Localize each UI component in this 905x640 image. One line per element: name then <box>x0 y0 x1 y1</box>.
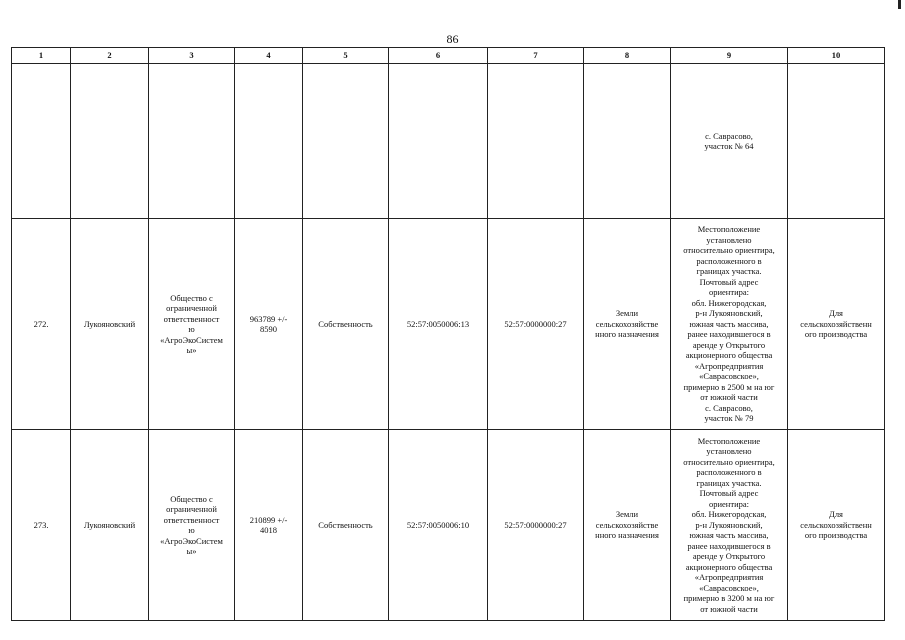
cell-owner: Общество с ограниченной ответственност ю «АгроЭкоСистем ы» <box>149 219 235 430</box>
cell-permitted-use: Для сельскохозяйственн ого производства <box>788 219 885 430</box>
cell-empty <box>303 64 389 219</box>
cell-location: Местоположение установлено относительно ориентира, расположенного в границах участка. Почтовый адрес ориентира: обл. Нижегородская, р-н Лукояновский, южная часть массива, ранее находившегося в аренде у Открытого акционерного общества «Агропредприятия «Саврасовское», примерно в 2500 м на юг от южной части с. Саврасово, участок № 79 <box>671 219 788 430</box>
header-row <box>12 48 885 64</box>
header-col-6: 6 <box>389 48 488 64</box>
cell-location: Местоположение установлено относительно ориентира, расположенного в границах участка. Почтовый адрес ориентира: обл. Нижегородская, р-н Лукояновский, южная часть массива, ранее находившегося в аренде у Открытого акционерного общества «Агропредприятия «Саврасовское», примерно в 3200 м на юг от южной части <box>671 430 788 621</box>
cell-permitted-use: Для сельскохозяйственн ого производства <box>788 430 885 621</box>
cell-empty <box>235 64 303 219</box>
header-col-4: 4 <box>235 48 303 64</box>
cell-empty <box>12 64 71 219</box>
header-col-1: 1 <box>12 48 71 64</box>
corner-mark <box>898 0 901 9</box>
table-row-continuation <box>12 64 885 219</box>
header-col-9: 9 <box>671 48 788 64</box>
table-row <box>12 219 885 430</box>
cell-land-category: Земли сельскохозяйстве нного назначения <box>584 430 671 621</box>
page-number: 86 <box>446 32 459 46</box>
cell-area: 963789 +/- 8590 <box>235 219 303 430</box>
cell-row-number: 273. <box>12 430 71 621</box>
header-col-5: 5 <box>303 48 389 64</box>
cell-district: Лукояновский <box>71 430 149 621</box>
land-registry-table <box>11 47 885 621</box>
cell-empty <box>389 64 488 219</box>
cell-cadastral-number: 52:57:0050006:13 <box>389 219 488 430</box>
cell-right-type: Собственность <box>303 219 389 430</box>
header-col-2: 2 <box>71 48 149 64</box>
header-col-3: 3 <box>149 48 235 64</box>
cell-quarter-number: 52:57:0000000:27 <box>488 430 584 621</box>
cell-right-type: Собственность <box>303 430 389 621</box>
cell-quarter-number: 52:57:0000000:27 <box>488 219 584 430</box>
cell-cadastral-number: 52:57:0050006:10 <box>389 430 488 621</box>
cell-owner: Общество с ограниченной ответственност ю «АгроЭкоСистем ы» <box>149 430 235 621</box>
header-col-8: 8 <box>584 48 671 64</box>
cell-row-number: 272. <box>12 219 71 430</box>
table-row <box>12 430 885 621</box>
cell-district: Лукояновский <box>71 219 149 430</box>
cell-empty <box>71 64 149 219</box>
cell-empty <box>488 64 584 219</box>
cell-land-category: Земли сельскохозяйстве нного назначения <box>584 219 671 430</box>
cell-empty <box>788 64 885 219</box>
cell-empty <box>149 64 235 219</box>
cell-area: 210899 +/- 4018 <box>235 430 303 621</box>
header-col-7: 7 <box>488 48 584 64</box>
cell-location: с. Саврасово, участок № 64 <box>671 64 788 219</box>
header-col-10: 10 <box>788 48 885 64</box>
cell-empty <box>584 64 671 219</box>
